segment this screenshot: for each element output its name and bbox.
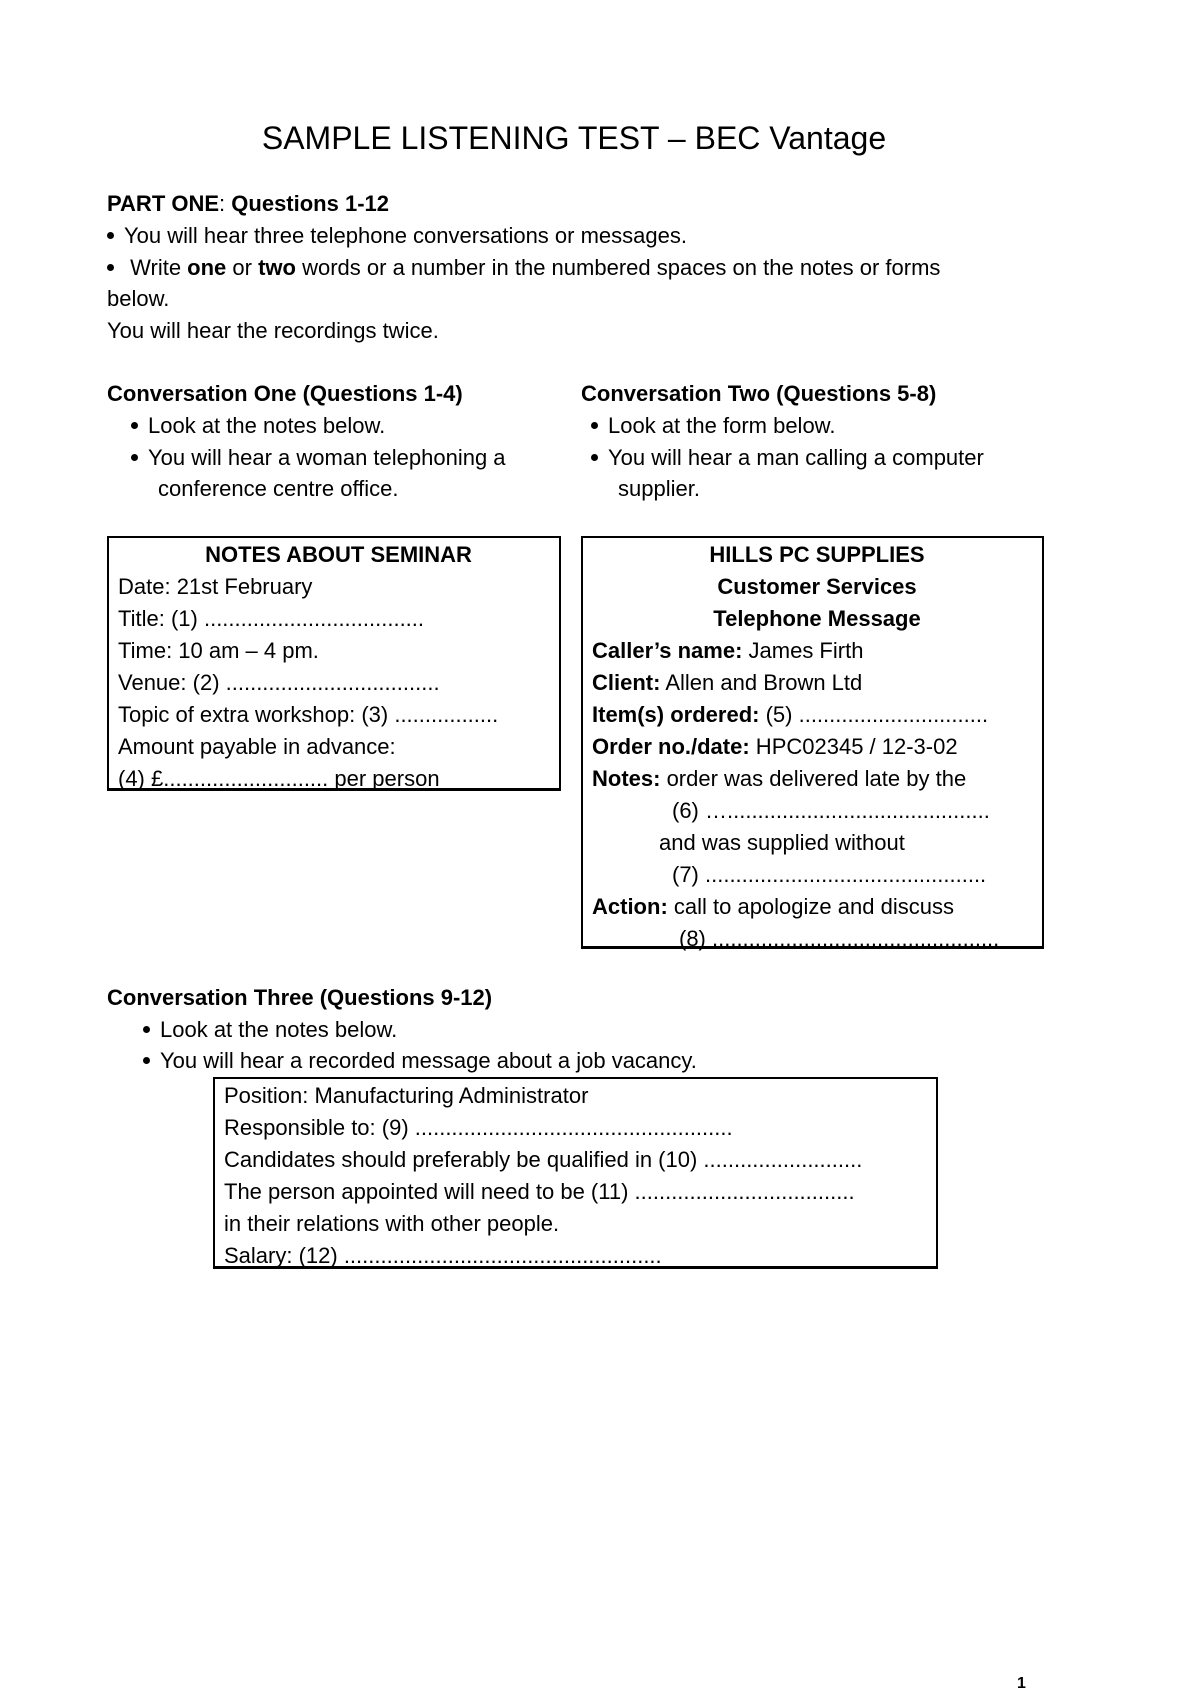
bullet-icon: [107, 264, 114, 271]
part-sep: :: [219, 191, 232, 216]
v: James Firth: [742, 638, 864, 663]
instruction-2: [107, 252, 940, 284]
job-line: Position: Manufacturing Administrator: [224, 1083, 589, 1108]
job-notes-box: [213, 1077, 938, 1269]
conv3-bullet: [143, 1045, 697, 1077]
t: Look at the form below.: [608, 413, 836, 438]
t: Look at the notes below.: [160, 1017, 398, 1042]
t: words or a number in the numbered spaces on the notes or forms: [295, 255, 941, 280]
q8-line: (8) ...............................................: [679, 926, 1000, 951]
form-row: [592, 667, 1042, 699]
seminar-line: Topic of extra workshop: (3) .................: [118, 702, 499, 727]
form-row: [592, 731, 1042, 763]
form-row: [592, 891, 1042, 923]
conv3-bullet: [143, 1014, 397, 1046]
v: (5) ...............................: [759, 702, 989, 727]
seminar-line: Venue: (2) ...................................: [118, 670, 440, 695]
conv1-heading: Conversation One (Questions 1-4): [107, 381, 463, 406]
t: or: [226, 255, 259, 280]
seminar-line: Time: 10 am – 4 pm.: [118, 638, 319, 663]
k: Client:: [592, 670, 661, 695]
v: HPC02345 / 12-3-02: [749, 734, 958, 759]
instruction-text: You will hear three telephone conversations or messages.: [124, 223, 687, 248]
page-number: 1: [1017, 1675, 1026, 1692]
conv2-bullet: [591, 410, 835, 442]
bullet-icon: [131, 422, 138, 429]
bullet-icon: [143, 1026, 150, 1033]
k: Notes:: [592, 766, 661, 791]
v: Allen and Brown Ltd: [660, 670, 863, 695]
t: one: [187, 255, 227, 280]
t: two: [258, 255, 296, 280]
form-row: [592, 635, 1042, 667]
v: order was delivered late by the: [660, 766, 967, 791]
part-questions: Questions 1-12: [231, 191, 389, 216]
job-line: Candidates should preferably be qualified in (10) ..........................: [224, 1147, 863, 1172]
bullet-icon: [131, 454, 138, 461]
q7-line: (7) ..............................................: [672, 862, 987, 887]
k: Caller’s name:: [592, 638, 743, 663]
seminar-title: NOTES ABOUT SEMINAR: [205, 542, 472, 567]
k: Order no./date:: [592, 734, 750, 759]
bullet-icon: [591, 422, 598, 429]
bullet-icon: [591, 454, 598, 461]
part-heading: [107, 188, 389, 220]
instruction-1: [107, 220, 687, 252]
seminar-line: Amount payable in advance:: [118, 734, 396, 759]
t: Look at the notes below.: [148, 413, 386, 438]
conv1-bullet-cont: conference centre office.: [158, 476, 399, 501]
department: Customer Services: [717, 574, 917, 599]
job-line: Salary: (12) ....................................................: [224, 1243, 662, 1268]
k: Action:: [592, 894, 668, 919]
conv2-heading: Conversation Two (Questions 5-8): [581, 381, 937, 406]
seminar-line: Date: 21st February: [118, 574, 313, 599]
conv3-heading: Conversation Three (Questions 9-12): [107, 985, 493, 1010]
bullet-icon: [143, 1057, 150, 1064]
recordings-note: You will hear the recordings twice.: [107, 318, 439, 343]
seminar-notes-box: [107, 536, 561, 791]
job-line: in their relations with other people.: [224, 1211, 560, 1236]
job-line: Responsible to: (9) ....................................................: [224, 1115, 733, 1140]
telephone-message-box: [581, 536, 1044, 949]
conv1-bullet: [131, 410, 385, 442]
conv2-bullet: [591, 442, 984, 474]
bullet-icon: [107, 232, 114, 239]
instruction-2-cont: below.: [107, 286, 170, 311]
conv1-bullet: [131, 442, 506, 474]
t: You will hear a man calling a computer: [608, 445, 984, 470]
k: Item(s) ordered:: [592, 702, 760, 727]
form-row: [592, 763, 1042, 795]
t: You will hear a woman telephoning a: [148, 445, 506, 470]
job-line: The person appointed will need to be (11) ....................................: [224, 1179, 855, 1204]
conv2-bullet-cont: supplier.: [618, 476, 700, 501]
without-line: and was supplied without: [659, 830, 905, 855]
form-row: [592, 699, 1042, 731]
company-name: HILLS PC SUPPLIES: [709, 542, 925, 567]
v: call to apologize and discuss: [667, 894, 954, 919]
seminar-line: Title: (1) ....................................: [118, 606, 425, 631]
form-title: Telephone Message: [713, 606, 921, 631]
seminar-line: (4) £........................... per person: [118, 766, 440, 791]
t: Write: [130, 255, 188, 280]
t: You will hear a recorded message about a job vacancy.: [160, 1048, 697, 1073]
page-title: SAMPLE LISTENING TEST – BEC Vantage: [261, 120, 887, 156]
part-label: PART ONE: [107, 191, 220, 216]
q6-line: (6) …...........................................: [672, 798, 990, 823]
